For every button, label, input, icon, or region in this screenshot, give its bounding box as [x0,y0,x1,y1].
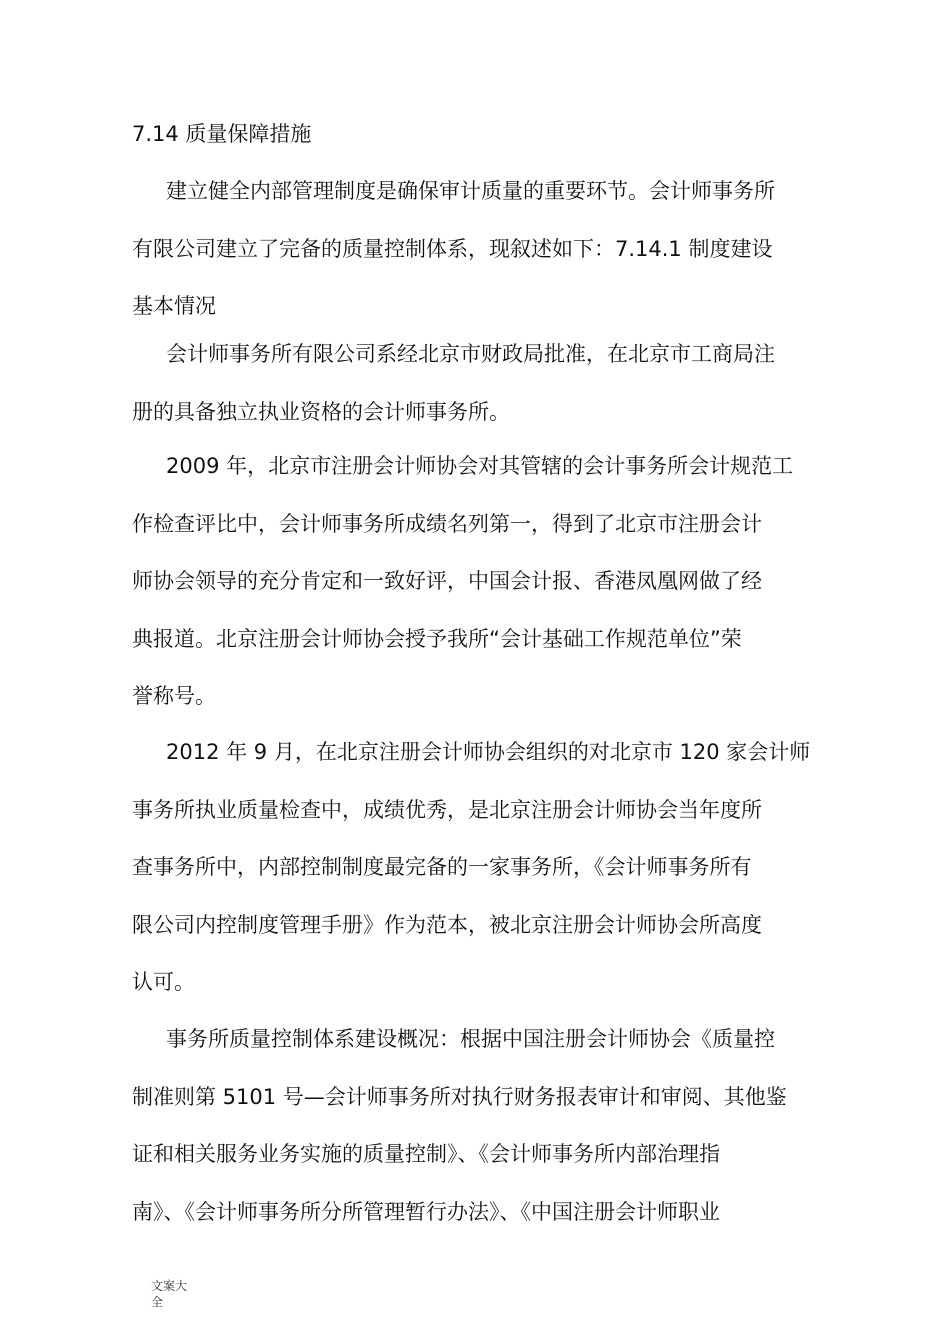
paragraph-line: 查事务所中，内部控制制度最完备的一家事务所，《会计师事务所有 [132,855,752,879]
footer-line: 文案大 [151,1279,188,1293]
paragraph-line: 册的具备独立执业资格的会计师事务所。 [132,399,510,424]
paragraph-line: 事务所质量控制体系建设概况：根据中国注册会计师协会《质量控 [166,1027,775,1051]
paragraph-line: 典报道。北京注册会计师协会授予我所“会计基础工作规范单位”荣 [132,626,742,651]
paragraph-line: 南》、《会计师事务所分所管理暂行办法》、《中国注册会计师职业 [132,1199,720,1224]
paragraph-line: 2012 年 9 月，在北京注册会计师协会组织的对北京市 120 家会计师 [166,740,811,764]
footer-line: 全 [151,1295,164,1309]
paragraph-line: 认可。 [132,970,195,994]
page-footer [151,1278,211,1310]
paragraph-line: 2009 年，北京市注册会计师协会对其管辖的会计事务所会计规范工 [166,454,794,478]
paragraph-2009-award [132,451,822,739]
section-heading: 7.14 质量保障措施 [132,122,312,146]
paragraph-firm-registration [132,339,822,454]
paragraph-line: 师协会领导的充分肯定和一致好评，中国会计报、香港凤凰网做了经 [132,569,762,593]
paragraph-line: 会计师事务所有限公司系经北京市财政局批准，在北京市工商局注 [166,342,775,366]
paragraph-line: 建立健全内部管理制度是确保审计质量的重要环节。会计师事务所 [166,179,775,203]
paragraph-2012-inspection [132,737,822,1025]
paragraph-line: 誉称号。 [132,684,216,708]
paragraph-line: 作检查评比中，会计师事务所成绩名列第一，得到了北京市注册会计 [132,511,762,536]
paragraph-line: 基本情况 [132,294,216,318]
paragraph-line: 限公司内控制度管理手册》作为范本，被北京注册会计师协会所高度 [132,912,762,937]
paragraph-line: 证和相关服务业务实施的质量控制》、《会计师事务所内部治理指 [132,1142,720,1166]
paragraph-system-intro [132,176,822,349]
paragraph-quality-control-overview [132,1024,822,1254]
paragraph-line: 制准则第 5101 号—会计师事务所对执行财务报表审计和审阅、其他鉴 [132,1084,787,1109]
paragraph-line: 事务所执业质量检查中，成绩优秀，是北京注册会计师协会当年度所 [132,797,762,822]
paragraph-line: 有限公司建立了完备的质量控制体系，现叙述如下：7.14.1 制度建设 [132,236,773,261]
